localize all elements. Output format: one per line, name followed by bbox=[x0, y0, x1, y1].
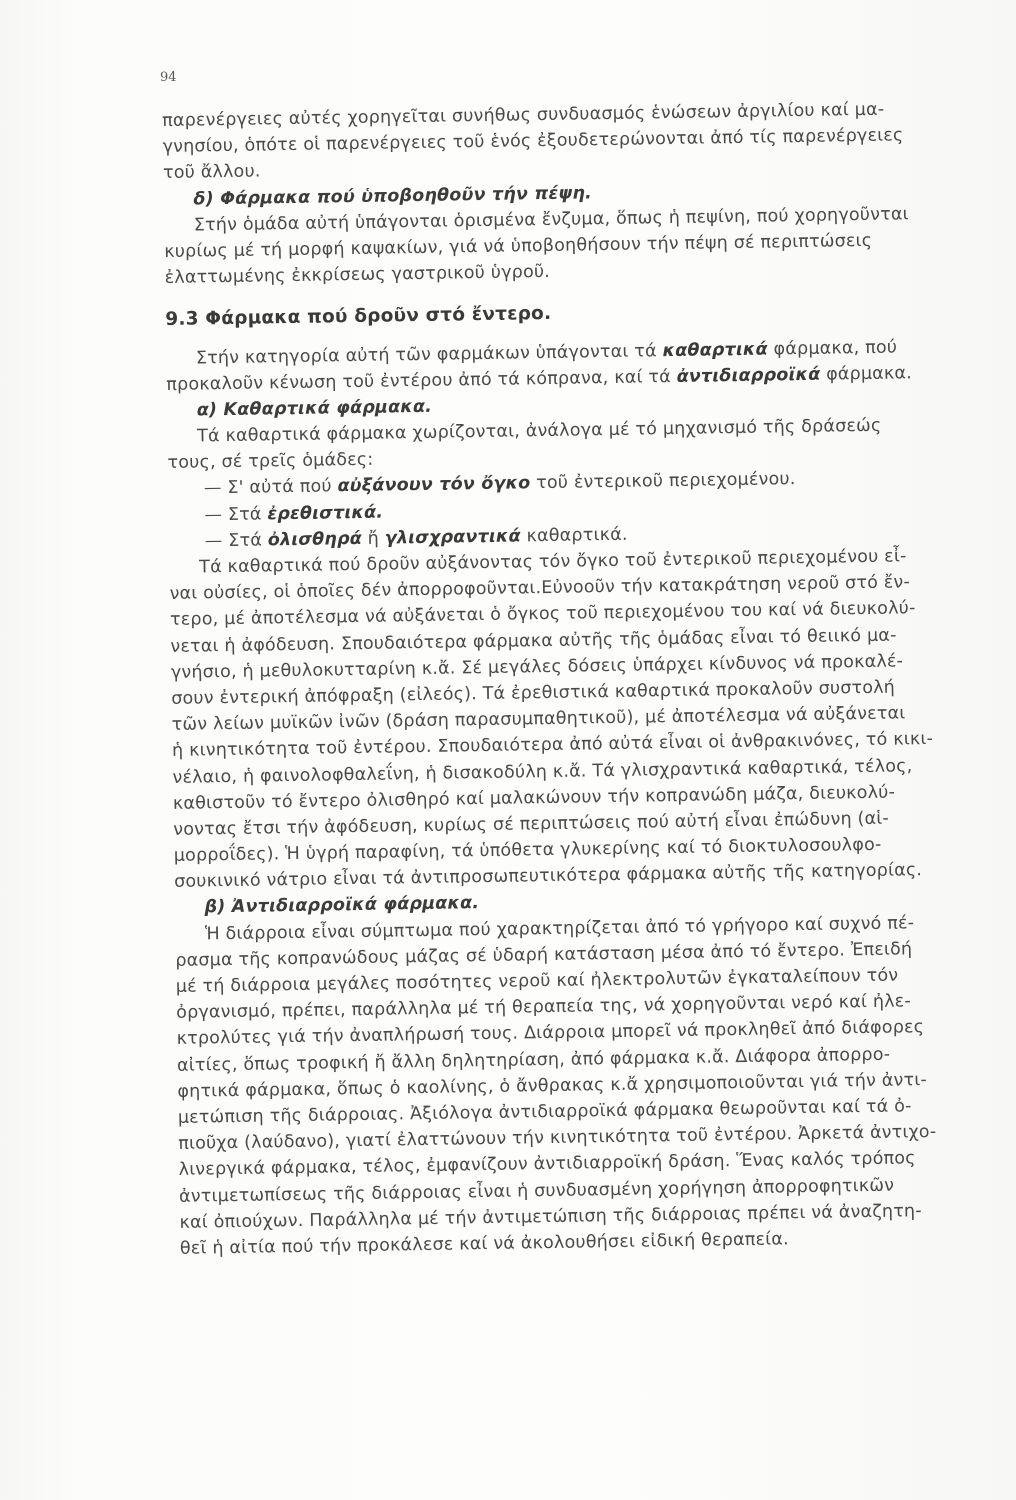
text-line: σουν ἐντερική ἀπόφραξη (εἰλεός). Τά ἐρεθιστικά καθαρτικά προκαλοῦν συστολή bbox=[171, 677, 896, 709]
text-line: ἀντιμετωπίσεως τῆς διάρροιας εἶναι ἡ συνδυασμένη χορήγηση ἀπορροφητικῶν bbox=[178, 1175, 895, 1207]
text-line: ἐλαττωμένης ἐκκρίσεως γαστρικοῦ ὑγροῦ. bbox=[164, 262, 551, 289]
list-item: — Στά ὀλισθηρά ἤ γλισχραντικά καθαρτικά. bbox=[204, 524, 628, 552]
text-line: μετώπιση τῆς διάρροιας. Ἀξιόλογα ἀντιδιαρροϊκά φάρμακα θεωροῦνται καί τά ὀ- bbox=[177, 1096, 912, 1128]
text-line: κυρίως μέ τή μορφή καψακίων, γιά νά ὑποβοηθήσουν τήν πέψη σέ περιπτώσεις bbox=[164, 230, 873, 262]
text-line: τῶν λείων μυϊκῶν ἰνῶν (δράση παρασυμπαθητικοῦ), μέ ἀποτέλεσμα νά αὐξάνεται bbox=[171, 703, 906, 736]
text-line: νεται ἡ ἀφόδευση. Σπουδαιότερα φάρμακα αὐτῆς τῆς ὁμάδας εἶναι τό θειικό μα- bbox=[170, 625, 897, 657]
subsection-heading-digestion: δ) Φάρμακα πού ὑποβοηθοῦν τήν πέψη. bbox=[193, 182, 593, 210]
text-line: ὀργανισμό, πρέπει, παράλληλα μέ τή θεραπεία της, νά χορηγοῦνται νερό καί ἠλε- bbox=[176, 991, 912, 1024]
page-number: 94 bbox=[160, 70, 177, 85]
text-line: αἰτίες, ὅπως τροφική ἤ ἄλλη δηλητηρίαση, ἀπό φάρμακα κ.ἄ. Διάφορα ἀπορρο- bbox=[176, 1044, 891, 1076]
list-item: — Σ' αὐτά πού αὐξάνουν τόν ὄγκο τοῦ ἐντερικοῦ περιεχομένου. bbox=[203, 469, 796, 499]
text-line: ρασμα τῆς κοπρανώδους μάζας σέ ὑδαρή κατάσταση μέσα ἀπό τό ἔντερο. Ἐπειδή bbox=[175, 939, 913, 971]
text-line: τοῦ ἄλλου. bbox=[162, 161, 261, 184]
text-line: προκαλοῦν κένωση τοῦ ἐντέρου ἀπό τά κόπρανα, καί τά ἀντιδιαρροϊκά φάρμακα. bbox=[166, 362, 913, 395]
text-line: τους, σέ τρεῖς ὁμάδες: bbox=[167, 449, 374, 474]
text-line: λινεργικά φάρμακα, τέλος, ἐμφανίζουν ἀντιδιαρροϊκή δράση. Ἕνας καλός τρόπος bbox=[178, 1148, 916, 1181]
section-title-9-3: 9.3 Φάρμακα πού δροῦν στό ἔντερο. bbox=[165, 303, 552, 331]
text-line: Στήν ὁμάδα αὐτή ὑπάγονται ὁρισμένα ἔνζυμα, ὅπως ἡ πεψίνη, πού χορηγοῦνται bbox=[193, 204, 909, 236]
text-line: καθιστοῦν τό ἔντερο ὀλισθηρό καί μαλακώνουν τήν κοπρανώδη μάζα, διευκολύ- bbox=[172, 782, 896, 814]
text-line: νοντας ἔτσι τήν ἀφόδευση, κυρίως σέ περιπτώσεις πού αὐτή εἶναι ἐπώδυνη (αἱ- bbox=[173, 808, 890, 840]
text-line: γνήσιο, ἡ μεθυλοκυτταρίνη κ.ἄ. Σέ μεγάλες δόσεις ὑπάρχει κίνδυνος νά προκαλέ- bbox=[170, 651, 904, 683]
text-line: Στήν κατηγορία αὐτή τῶν φαρμάκων ὑπάγονται τά καθαρτικά φάρμακα, πού bbox=[195, 336, 898, 368]
subsection-heading-laxatives: α) Καθαρτικά φάρμακα. bbox=[196, 396, 433, 421]
text-line: Τά καθαρτικά φάρμακα χωρίζονται, ἀνάλογα μέ τό μηχανισμό τῆς δράσεώς bbox=[197, 415, 882, 447]
text-line: μέ τή διάρροια μεγάλες ποσότητες νεροῦ καί ἠλεκτρολυτῶν ἐγκαταλείπουν τόν bbox=[175, 965, 899, 997]
list-item: — Στά ἐρεθιστικά. bbox=[204, 502, 384, 526]
text-line: γνησίου, ὁπότε οἱ παρενέργειες τοῦ ἑνός ἐξουδετερώνονται ἀπό τίς παρενέργειες bbox=[162, 125, 904, 158]
text-line: Ἡ διάρροια εἶναι σύμπτωμα πού χαρακτηρίζεται ἀπό τό γρήγορο καί συχνό πέ- bbox=[204, 912, 915, 945]
text-line: σουκινικό νάτριο εἶναι τά ἀντιπροσωπευτικότερα φάρμακα αὐτῆς τῆς κατηγορίας. bbox=[174, 860, 923, 893]
text-line: παρενέργειες αὐτές χορηγεῖται συνήθως συνδυασμός ἑνώσεων ἀργιλίου καί μα- bbox=[162, 99, 885, 131]
text-line: Τά καθαρτικά πού δροῦν αὐξάνοντας τόν ὄγκο τοῦ ἐντερικοῦ περιεχομένου εἶ- bbox=[199, 546, 907, 578]
text-line: μορροΐδες). Ἡ ὑγρή παραφίνη, τά ὑπόθετα γλυκερίνης καί τό διοκτυλοσουλφο- bbox=[173, 834, 882, 866]
text-line: τερο, μέ ἀποτέλεσμα νά αὐξάνεται ὁ ὄγκος τοῦ περιεχομένου του καί νά διευκολύ- bbox=[169, 598, 916, 631]
page-text bbox=[162, 95, 998, 1262]
term-antidiarrheals: ἀντιδιαρροϊκά bbox=[676, 364, 821, 387]
text-line: θεῖ ἡ αἰτία πού τήν προκάλεσε καί νά ἀκολουθήσει εἰδική θεραπεία. bbox=[179, 1229, 789, 1259]
text-line: κτρολύτες γιά τήν ἀναπλήρωσή τους. Διάρροια μπορεῖ νά προκληθεῖ ἀπό διάφορες bbox=[176, 1017, 925, 1050]
text-line: καί ὀπιούχων. Παράλληλα μέ τήν ἀντιμετώπιση τῆς διάρροιας πρέπει νά ἀναζητη- bbox=[179, 1200, 922, 1233]
text-line: ναι οὐσίες, οἱ ὁποῖες δέν ἀπορροφοῦνται.Εὐνοοῦν τήν κατακράτηση νεροῦ στό ἔν- bbox=[169, 572, 911, 605]
term-laxatives: καθαρτικά bbox=[662, 339, 768, 361]
text-line: νέλαιο, ἡ φαινολοφθαλεΐνη, ἡ δισακοδύλη κ.ἄ. Τά γλισχραντικά καθαρτικά, τέλος, bbox=[172, 755, 913, 788]
text-line: ἡ κινητικότητα τοῦ ἐντέρου. Σπουδαιότερα ἀπό αὐτά εἶναι οἱ ἀνθρακινόνες, τό κικι- bbox=[171, 729, 934, 762]
text-line: πιοῦχα (λαύδανο), γιατί ἐλαττώνουν τήν κινητικότητα τοῦ ἐντέρου. Ἀρκετά ἀντιχο- bbox=[178, 1122, 937, 1154]
subsection-heading-antidiarrheals: β) Ἀντιδιαρροϊκά φάρμακα. bbox=[204, 893, 480, 918]
text-line: φητικά φάρμακα, ὅπως ὁ καολίνης, ὁ ἄνθρακας κ.ἄ χρησιμοποιοῦνται γιά τήν ἀντι- bbox=[177, 1069, 928, 1102]
